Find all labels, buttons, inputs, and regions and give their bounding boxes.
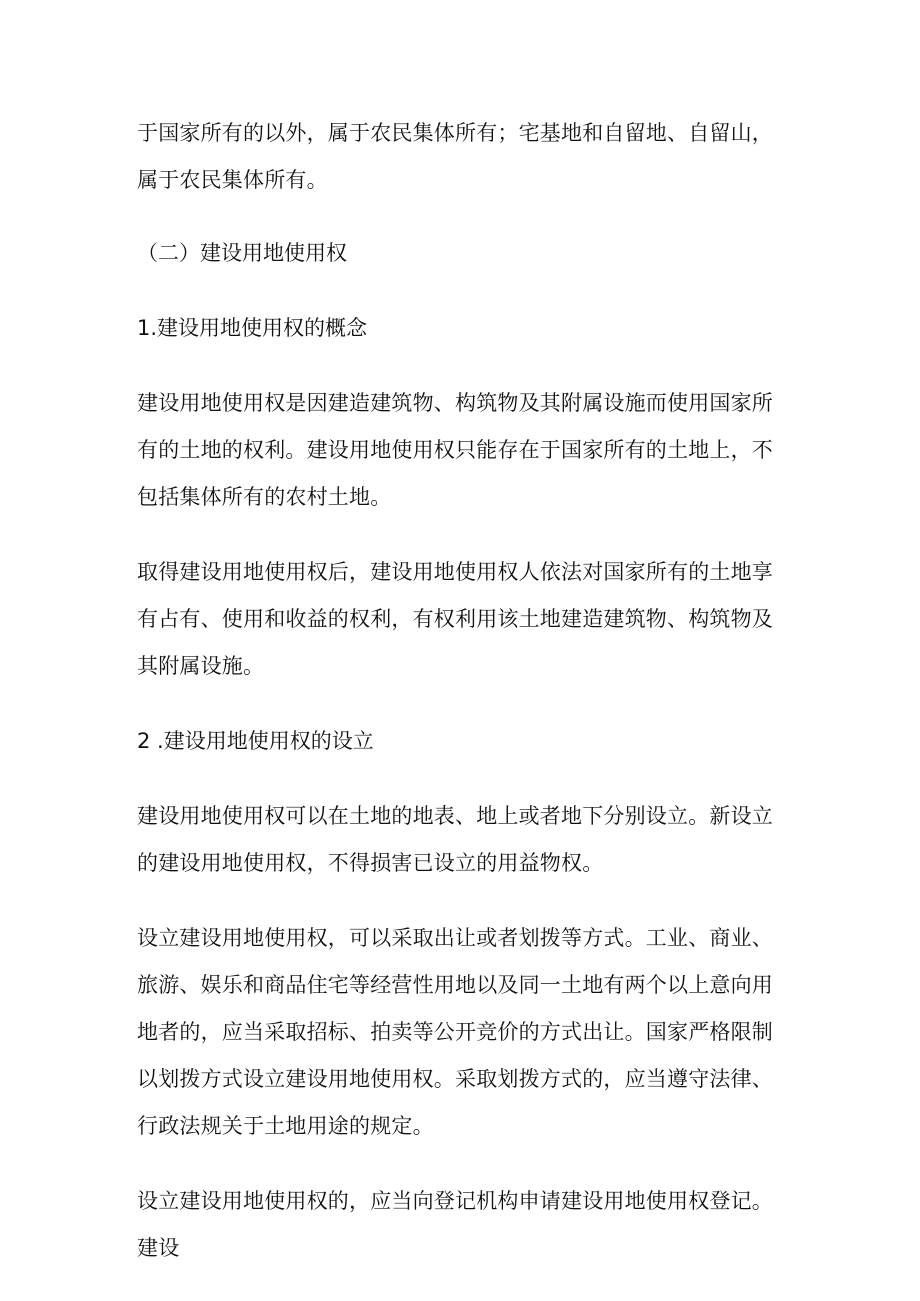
- paragraph-concept-definition: 建设用地使用权是因建造建筑物、构筑物及其附属设施而使用国家所有的土地的权利。建设用地使用权只能存在于国家所有的土地上，不包括集体所有的农村土地。: [137, 391, 773, 509]
- section-heading: （二）建设用地使用权: [137, 241, 347, 265]
- document-body: [137, 110, 789, 1300]
- paragraph-collective-ownership: 于国家所有的以外，属于农民集体所有；宅基地和自留地、自留山，属于农民集体所有。: [137, 121, 773, 192]
- paragraph-separate-establishment: 建设用地使用权可以在土地的地表、地上或者地下分别设立。新设立的建设用地使用权，不得损害已设立的用益物权。: [137, 804, 773, 875]
- subsection-heading-concept: 1.建设用地使用权的概念: [137, 316, 368, 340]
- paragraph-transfer-methods: 设立建设用地使用权，可以采取出让或者划拨等方式。工业、商业、旅游、娱乐和商品住宅等经营性用地以及同一土地有两个以上意向用地者的，应当采取招标、拍卖等公开竞价的方式出让。国家严格限制以划拨方式设立建设用地使用权。采取划拨方式的，应当遵守法律、行政法规关于土地用途的规定。: [137, 926, 773, 1138]
- subsection-heading-establishment: 2 .建设用地使用权的设立: [137, 729, 374, 753]
- paragraph-rights: 取得建设用地使用权后，建设用地使用权人依法对国家所有的土地享有占有、使用和收益的权利，有权利用该土地建造建筑物、构筑物及其附属设施。: [137, 560, 773, 678]
- paragraph-registration: 设立建设用地使用权的，应当向登记机构申请建设用地使用权登记。建设: [137, 1189, 773, 1260]
